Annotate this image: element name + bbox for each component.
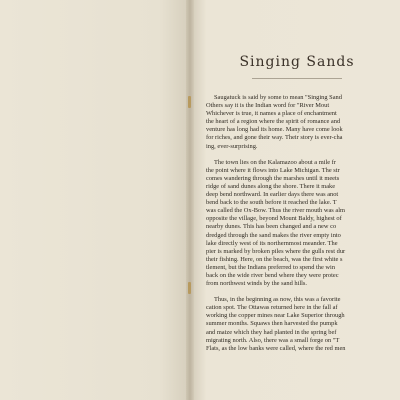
text-line: tlement, but the Indians preferred to spend the win — [206, 263, 336, 271]
paragraph-3 — [206, 296, 400, 353]
binding-stitch-bottom — [188, 282, 191, 294]
text-line: back on the wide river bend where they were protec — [206, 271, 339, 279]
text-line: from northwest winds by the sand hills. — [206, 280, 307, 288]
text-line: and maize which they had planted in the spring bef — [206, 328, 337, 336]
text-line: for riches, and gone their way. Their story is ever-cha — [206, 134, 343, 142]
binding-stitch-top — [188, 96, 191, 108]
text-line: Saugatuck is said by some to mean "Singing Sand — [214, 94, 342, 101]
text-line: the point where it flows into Lake Michigan. The str — [206, 166, 340, 174]
text-line: opposite the village, beyond Mount Baldy, highest of — [206, 215, 342, 223]
text-line: Whichever is true, it names a place of enchantment — [206, 110, 337, 118]
text-line: working the copper mines near Lake Superior through — [206, 312, 345, 320]
text-line: The town lies on the Kalamazoo about a mile fr — [214, 158, 336, 166]
text-line: the heart of a region where the spirit of romance and — [206, 118, 341, 126]
page-title: Singing Sands — [239, 54, 355, 70]
text-line: ridge of sand dunes along the shore. There it make — [206, 182, 336, 190]
text-line: comes wandering through the marshes until it meets — [206, 174, 340, 182]
paragraph-1 — [206, 94, 400, 151]
text-line: Thus, in the beginning as now, this was a favorite — [214, 296, 341, 304]
text-line: venture has long had its home. Many have come look — [206, 126, 343, 134]
text-line: their fishing. Here, on the beach, was the first white s — [206, 255, 343, 263]
text-line: Others say it is the Indian word for "River Mout — [206, 102, 330, 110]
left-page-blank — [0, 0, 188, 400]
title-underline — [252, 78, 342, 79]
text-line: Flats, as the low banks were called, where the red men — [206, 344, 346, 352]
paragraph-spacer — [206, 151, 400, 159]
text-line: pier is marked by broken piles where the gulls rest dur — [206, 247, 346, 255]
text-line: nearby dunes. This has been changed and a new co — [206, 223, 337, 231]
text-line: ing, ever-surprising. — [206, 142, 258, 150]
text-line: dredged through the sand makes the river empty into — [206, 231, 341, 239]
book-gutter — [186, 0, 194, 400]
text-line: summer months. Squaws then harvested the pumpk — [206, 320, 338, 328]
text-line: bend back to the south before it reached the lake. T — [206, 199, 337, 207]
text-line: was called the Ox-Bow. Thus the river mouth was alm — [206, 207, 345, 215]
text-line: deep bend northward. In earlier days there was anot — [206, 191, 339, 199]
paragraph-spacer — [206, 288, 400, 296]
text-line: migrating north. Also, there was a small forge on "T — [206, 336, 340, 344]
body-text — [206, 94, 400, 353]
paragraph-2 — [206, 159, 400, 289]
right-page — [194, 0, 400, 400]
text-line: lake directly west of its northernmost meander. The — [206, 239, 338, 247]
text-line: cation spot. The Ottawas returned here in the fall af — [206, 304, 338, 312]
